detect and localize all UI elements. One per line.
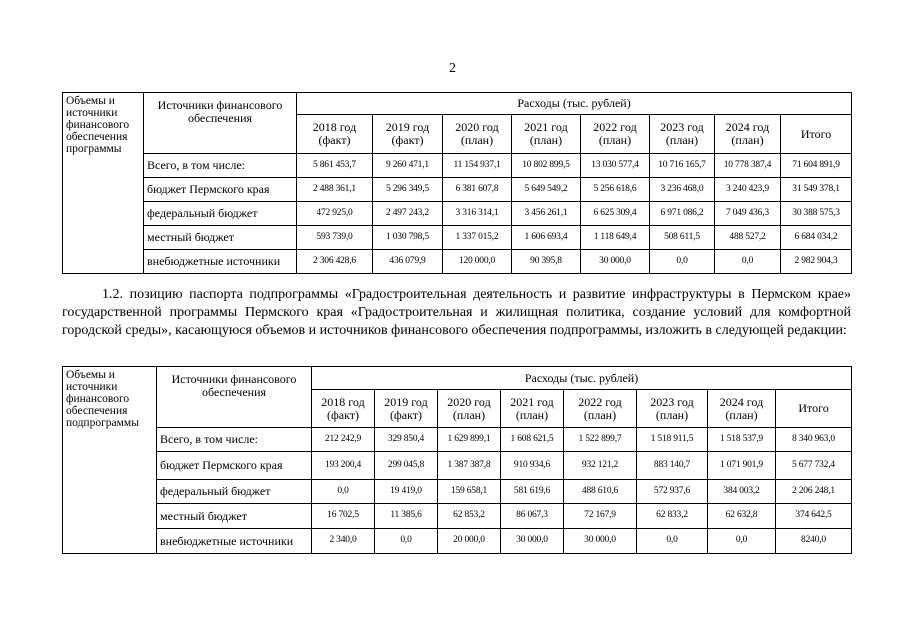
total-cell: 6 684 034,2 [781,226,852,250]
year-header: 2021 год (план) [501,390,564,428]
value-cell: 0,0 [715,250,781,274]
total-cell: 30 388 575,3 [781,202,852,226]
table-row [63,504,852,529]
table-row [63,428,852,452]
table-row [63,226,852,250]
year-header: 2021 год (план) [512,115,581,154]
row-header: Объемы и источники финансового обеспечения программы [63,93,144,274]
page-number: 2 [449,61,456,76]
value-cell: 9 260 471,1 [373,154,443,178]
value-cell: 7 049 436,3 [715,202,781,226]
value-cell: 30 000,0 [501,529,564,554]
value-cell: 6 625 309,4 [581,202,650,226]
table-row [63,202,852,226]
expenses-caption: Расходы (тыс. рублей) [312,367,852,390]
total-cell: 5 677 732,4 [776,452,852,480]
sources-header: Источники финансового обеспечения [157,367,312,428]
total-cell: 374 642,5 [776,504,852,529]
year-header: 2020 год (план) [443,115,512,154]
value-cell: 10 716 165,7 [650,154,715,178]
source-label: местный бюджет [157,504,312,529]
value-cell: 436 079,9 [373,250,443,274]
value-cell: 10 802 899,5 [512,154,581,178]
source-label: Всего, в том числе: [157,428,312,452]
value-cell: 0,0 [637,529,708,554]
total-cell: 8 340 963,0 [776,428,852,452]
value-cell: 11 154 937,1 [443,154,512,178]
value-cell: 30 000,0 [581,250,650,274]
value-cell: 3 240 423,9 [715,178,781,202]
value-cell: 2 306 428,6 [297,250,373,274]
value-cell: 3 236 468,0 [650,178,715,202]
value-cell: 299 045,8 [375,452,438,480]
value-cell: 1 071 901,9 [708,452,776,480]
source-label: местный бюджет [144,226,297,250]
value-cell: 1 030 798,5 [373,226,443,250]
value-cell: 62 632,8 [708,504,776,529]
value-cell: 13 030 577,4 [581,154,650,178]
value-cell: 72 167,9 [564,504,637,529]
value-cell: 883 140,7 [637,452,708,480]
year-header: 2022 год (план) [581,115,650,154]
sources-header: Источники финансового обеспечения [144,93,297,154]
total-cell: 31 549 378,1 [781,178,852,202]
value-cell: 5 256 618,6 [581,178,650,202]
value-cell: 488 610,6 [564,480,637,504]
expenses-caption: Расходы (тыс. рублей) [297,93,852,115]
row-header: Объемы и источники финансового обеспечения подпрограммы [63,367,157,554]
source-label: федеральный бюджет [157,480,312,504]
source-label: Всего, в том числе: [144,154,297,178]
value-cell: 6 971 086,2 [650,202,715,226]
year-header: 2020 год (план) [438,390,501,428]
source-label: внебюджетные источники [144,250,297,274]
year-header: 2024 год (план) [715,115,781,154]
value-cell: 1 337 015,2 [443,226,512,250]
program-financing-table [62,92,852,274]
table-row [63,529,852,554]
value-cell: 5 861 453,7 [297,154,373,178]
value-cell: 572 937,6 [637,480,708,504]
table-row [63,178,852,202]
value-cell: 19 419,0 [375,480,438,504]
value-cell: 472 925,0 [297,202,373,226]
table-row [63,250,852,274]
value-cell: 86 067,3 [501,504,564,529]
value-cell: 11 385,6 [375,504,438,529]
total-cell: 71 604 891,9 [781,154,852,178]
value-cell: 5 649 549,2 [512,178,581,202]
value-cell: 212 242,9 [312,428,375,452]
value-cell: 159 658,1 [438,480,501,504]
year-header: 2019 год (факт) [373,115,443,154]
year-header: 2024 год (план) [708,390,776,428]
value-cell: 1 387 387,8 [438,452,501,480]
total-cell: 2 206 248,1 [776,480,852,504]
value-cell: 1 522 899,7 [564,428,637,452]
value-cell: 0,0 [650,250,715,274]
value-cell: 16 702,5 [312,504,375,529]
value-cell: 1 606 693,4 [512,226,581,250]
value-cell: 593 739,0 [297,226,373,250]
value-cell: 5 296 349,5 [373,178,443,202]
value-cell: 3 316 314,1 [443,202,512,226]
source-label: внебюджетные источники [157,529,312,554]
value-cell: 508 611,5 [650,226,715,250]
year-header: 2019 год (факт) [375,390,438,428]
total-cell: 2 982 904,3 [781,250,852,274]
total-cell: 8240,0 [776,529,852,554]
value-cell: 1 629 899,1 [438,428,501,452]
value-cell: 384 003,2 [708,480,776,504]
value-cell: 3 456 261,1 [512,202,581,226]
year-header: 2022 год (план) [564,390,637,428]
value-cell: 329 850,4 [375,428,438,452]
value-cell: 0,0 [375,529,438,554]
table-row [63,452,852,480]
source-label: бюджет Пермского края [157,452,312,480]
value-cell: 1 118 649,4 [581,226,650,250]
value-cell: 2 497 243,2 [373,202,443,226]
year-header: 2018 год (факт) [297,115,373,154]
value-cell: 90 395,8 [512,250,581,274]
year-header: 2018 год (факт) [312,390,375,428]
source-label: бюджет Пермского края [144,178,297,202]
value-cell: 488 527,2 [715,226,781,250]
value-cell: 2 488 361,1 [297,178,373,202]
total-header: Итого [781,115,852,154]
value-cell: 1 518 911,5 [637,428,708,452]
value-cell: 20 000,0 [438,529,501,554]
table-row [63,154,852,178]
value-cell: 910 934,6 [501,452,564,480]
value-cell: 10 778 387,4 [715,154,781,178]
value-cell: 581 619,6 [501,480,564,504]
value-cell: 1 608 621,5 [501,428,564,452]
value-cell: 6 381 607,8 [443,178,512,202]
source-label: федеральный бюджет [144,202,297,226]
subprogram-financing-table [62,366,852,554]
table-row [63,480,852,504]
value-cell: 0,0 [708,529,776,554]
total-header: Итого [776,390,852,428]
amendment-paragraph [62,286,851,340]
value-cell: 62 853,2 [438,504,501,529]
value-cell: 932 121,2 [564,452,637,480]
value-cell: 0,0 [312,480,375,504]
year-header: 2023 год (план) [650,115,715,154]
value-cell: 30 000,0 [564,529,637,554]
year-header: 2023 год (план) [637,390,708,428]
value-cell: 120 000,0 [443,250,512,274]
amendment-text: 1.2. позицию паспорта подпрограммы «Градостроительная деятельность и развитие инфраструктуры в Пермском крае» государственной программы Пермского края «Градостроительная и жилищная политика, создание условий для комфортной городской среды», касающуюся объемов и источников финансового обеспечения подпрограммы, изложить в следующей редакции: [62,287,851,338]
value-cell: 2 340,0 [312,529,375,554]
value-cell: 1 518 537,9 [708,428,776,452]
value-cell: 62 833,2 [637,504,708,529]
value-cell: 193 200,4 [312,452,375,480]
